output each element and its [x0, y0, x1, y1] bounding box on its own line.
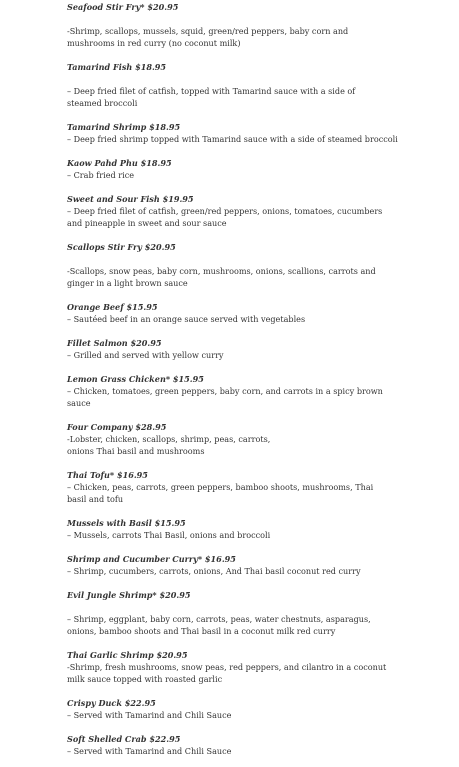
menu-item-thai-tofu — [67, 469, 387, 505]
menu-item-name: Tamarind Fish $18.95 — [67, 62, 167, 72]
menu-item-evil-jungle-shrimp — [67, 589, 387, 637]
menu-item-name: Orange Beef $15.95 — [67, 302, 158, 312]
menu-item-sweet-and-sour-fish — [67, 193, 387, 229]
menu-item-description: – Deep fried shrimp topped with Tamarind sauce with a side of steamed broccoli — [67, 134, 398, 144]
menu-item-tamarind-shrimp — [67, 121, 398, 145]
menu-item-name: Soft Shelled Crab $22.95 — [67, 734, 181, 744]
menu-item-name: Kaow Pahd Phu $18.95 — [67, 158, 172, 168]
menu-item-name: Sweet and Sour Fish $19.95 — [67, 194, 194, 204]
menu-item-thai-garlic-shrimp — [67, 649, 387, 685]
menu-item-name: Scallops Stir Fry $20.95 — [67, 242, 176, 252]
menu-item-four-company — [67, 421, 387, 457]
menu-item-description: -Shrimp, fresh mushrooms, snow peas, red peppers, and cilantro in a coconut milk sauce topped with roasted garlic — [67, 662, 387, 684]
menu-item-description: – Sautéed beef in an orange sauce served with vegetables — [67, 314, 306, 324]
menu-item-description: – Grilled and served with yellow curry — [67, 350, 224, 360]
menu-item-description: – Deep fried filet of catfish, green/red peppers, onions, tomatoes, cucumbers and pineapple in sweet and sour sauce — [67, 206, 383, 228]
menu-item-name: Thai Tofu* $16.95 — [67, 470, 148, 480]
menu-item-scallops-stir-fry — [67, 241, 387, 289]
menu-item-shrimp-and-cucumber-curry — [67, 553, 387, 577]
menu-item-orange-beef — [67, 301, 387, 325]
menu-item-description: – Deep fried filet of catfish, topped with Tamarind sauce with a side of steamed broccoli — [67, 86, 356, 108]
menu-item-fillet-salmon — [67, 337, 387, 361]
menu-item-description: – Crab fried rice — [67, 170, 135, 180]
menu-item-description: – Served with Tamarind and Chili Sauce — [67, 710, 232, 720]
menu-item-name: Shrimp and Cucumber Curry* $16.95 — [67, 554, 236, 564]
menu-item-soft-shelled-crab — [67, 733, 387, 757]
menu-item-lemon-grass-chicken — [67, 373, 387, 409]
menu-item-name: Four Company $28.95 — [67, 422, 167, 432]
menu-item-name: Evil Jungle Shrimp* $20.95 — [67, 590, 191, 600]
menu-item-description: – Chicken, peas, carrots, green peppers, bamboo shoots, mushrooms, Thai basil and tofu — [67, 482, 374, 504]
menu-item-seafood-stir-fry — [67, 1, 387, 49]
menu-item-name: Seafood Stir Fry* $20.95 — [67, 2, 179, 12]
menu-item-description: – Chicken, tomatoes, green peppers, baby corn, and carrots in a spicy brown sauce — [67, 386, 383, 408]
menu-item-kaow-pahd-phu — [67, 157, 387, 181]
menu-item-description: -Shrimp, scallops, mussels, squid, green/red peppers, baby corn and mushrooms in red curry (no coconut milk) — [67, 26, 349, 48]
menu-item-description: -Scallops, snow peas, baby corn, mushrooms, onions, scallions, carrots and ginger in a light brown sauce — [67, 266, 376, 288]
menu-item-name: Tamarind Shrimp $18.95 — [67, 122, 181, 132]
menu-item-name: Lemon Grass Chicken* $15.95 — [67, 374, 204, 384]
menu-item-description: – Served with Tamarind and Chili Sauce — [67, 746, 232, 756]
menu-item-description: – Shrimp, eggplant, baby corn, carrots, peas, water chestnuts, asparagus, onions, bamboo shoots and Thai basil in a coconut milk red curry — [67, 614, 371, 636]
menu-item-crispy-duck — [67, 697, 387, 721]
menu-item-mussels-with-basil — [67, 517, 387, 541]
menu-item-description: – Shrimp, cucumbers, carrots, onions, And Thai basil coconut red curry — [67, 566, 361, 576]
menu-item-description: – Mussels, carrots Thai Basil, onions and broccoli — [67, 530, 271, 540]
menu-item-name: Fillet Salmon $20.95 — [67, 338, 162, 348]
menu-item-description: -Lobster, chicken, scallops, shrimp, peas, carrots, onions Thai basil and mushrooms — [67, 434, 271, 456]
menu-item-tamarind-fish — [67, 61, 387, 109]
menu-item-name: Crispy Duck $22.95 — [67, 698, 156, 708]
menu-item-name: Mussels with Basil $15.95 — [67, 518, 186, 528]
menu-item-name: Thai Garlic Shrimp $20.95 — [67, 650, 188, 660]
